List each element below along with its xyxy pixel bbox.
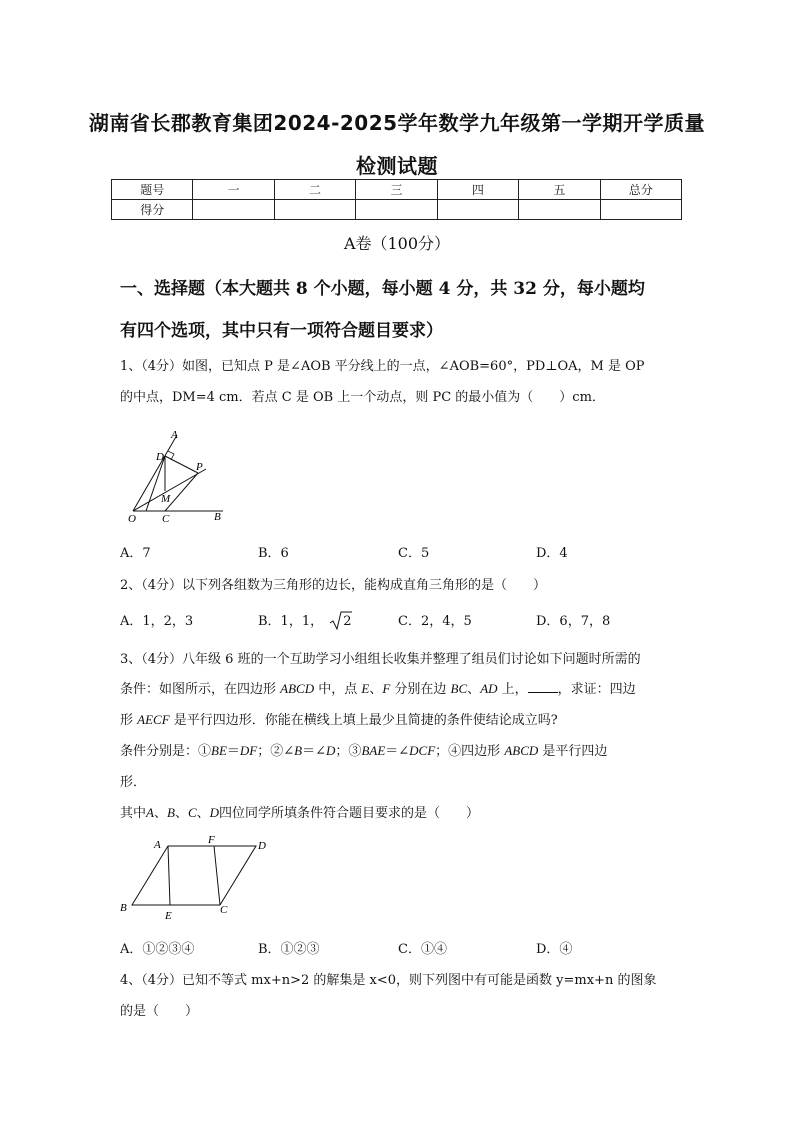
text-segment: 、 xyxy=(467,682,481,697)
segment-cp xyxy=(165,473,198,511)
text-segment: BAE xyxy=(361,743,386,758)
q2-option-d[interactable]: D．6，7，8 xyxy=(536,614,611,629)
score-table-score-row xyxy=(112,200,682,220)
label-b: B xyxy=(120,902,127,914)
label-c: C xyxy=(220,904,228,916)
q3-option-b[interactable]: B．①②③ xyxy=(258,942,320,957)
text-segment: F xyxy=(382,681,391,696)
text-segment: ＝∠ xyxy=(302,744,327,759)
text-segment: ；③ xyxy=(335,744,362,759)
paper-a-heading: A卷（100分） xyxy=(343,234,451,253)
score-table-header-row xyxy=(112,180,682,200)
score-cell: 得分 xyxy=(112,200,193,220)
score-cell: 四 xyxy=(437,180,518,200)
text-segment: ，求证：四边 xyxy=(557,682,636,697)
text-segment: ＝∠ xyxy=(385,744,410,759)
q3-option-c[interactable]: C．①④ xyxy=(398,942,447,957)
score-cell: 五 xyxy=(519,180,600,200)
radicand: 2 xyxy=(343,614,352,629)
q3-text-line6 xyxy=(120,802,479,821)
text-segment: A xyxy=(146,805,154,820)
text-segment: DF xyxy=(239,743,258,758)
score-entry xyxy=(519,200,600,220)
text-segment: AECF xyxy=(137,712,170,727)
text-segment: C xyxy=(187,805,197,820)
q1-option-c[interactable]: C．5 xyxy=(398,546,430,561)
text-segment: ABCD xyxy=(504,743,539,758)
q4-text-line1: 4、（4分）已知不等式 mx+n>2 的解集是 x<0，则下列图中有可能是函数 y=mx+n 的图象 xyxy=(120,973,657,988)
q2-text: 2、（4分）以下列各组数为三角形的边长，能构成直角三角形的是（ ） xyxy=(120,578,547,593)
q2-option-b-label: B．1，1， xyxy=(258,614,324,629)
text-segment: ＝ xyxy=(226,744,240,759)
score-cell: 总分 xyxy=(600,180,681,200)
q1-option-a[interactable]: A．7 xyxy=(120,546,151,561)
q1-text-line2: 的中点，DM=4 cm．若点 C 是 OB 上一个动点，则 PC 的最小值为（ ）cm． xyxy=(120,390,605,405)
label-e: E xyxy=(165,910,172,922)
text-segment: 是平行四边形．你能在横线上填上最少且简捷的条件使结论成立吗? xyxy=(169,713,558,728)
text-segment: 条件分别是：① xyxy=(120,744,212,759)
section1-heading-line2: 有四个选项，其中只有一项符合题目要求） xyxy=(120,321,443,341)
label-m: M xyxy=(161,493,171,505)
score-cell: 三 xyxy=(356,180,437,200)
q1-text-line1: 1、（4分）如图，已知点 P 是∠AOB 平分线上的一点，∠AOB=60°，PD⊥OA，M 是 OP xyxy=(120,359,645,374)
text-segment: 、 xyxy=(174,806,188,821)
q3-figure xyxy=(116,832,276,924)
fill-in-blank[interactable] xyxy=(528,680,558,693)
exam-title-line1: 湖南省长郡教育集团2024-2025学年数学九年级第一学期开学质量 xyxy=(88,111,706,135)
text-segment: 是平行四边 xyxy=(538,744,608,759)
label-o: O xyxy=(128,513,136,525)
ray-oa xyxy=(133,435,177,511)
text-segment: BC xyxy=(450,681,468,696)
segment-fc xyxy=(214,846,220,905)
q3-text-line1: 3、（4分）八年级 6 班的一个互助学习小组组长收集并整理了组员们讨论如下问题时所需的 xyxy=(120,652,641,667)
q3-option-d[interactable]: D．④ xyxy=(536,942,573,957)
text-segment: 条件：如图所示，在四边形 xyxy=(120,682,281,697)
section1-heading-line1: 一、选择题（本大题共 8 个小题，每小题 4 分，共 32 分，每小题均 xyxy=(120,279,645,299)
text-segment: D xyxy=(326,743,336,758)
score-entry xyxy=(274,200,355,220)
label-f: F xyxy=(208,834,215,846)
q2-option-c[interactable]: C．2，4，5 xyxy=(398,614,472,629)
text-segment: B xyxy=(294,743,303,758)
text-segment: 形 xyxy=(120,713,138,728)
q3-text-line5: 形． xyxy=(120,775,147,790)
q2-option-b[interactable] xyxy=(258,610,352,629)
segment-ae xyxy=(168,846,170,905)
score-cell: 一 xyxy=(193,180,274,200)
label-d: D xyxy=(156,451,164,463)
text-segment: ABCD xyxy=(280,681,315,696)
q3-text-line2 xyxy=(120,678,636,697)
text-segment: 、 xyxy=(369,682,383,697)
text-segment: 四位同学所填条件符合题目要求的是（ ） xyxy=(219,806,480,821)
text-segment: E xyxy=(361,681,370,696)
score-cell: 二 xyxy=(274,180,355,200)
text-segment: 中，点 xyxy=(314,682,362,697)
q1-figure xyxy=(118,425,238,527)
text-segment: DCF xyxy=(409,743,436,758)
score-entry xyxy=(600,200,681,220)
text-segment: BE xyxy=(211,743,227,758)
score-table xyxy=(111,179,682,220)
label-c: C xyxy=(162,513,170,525)
score-entry xyxy=(356,200,437,220)
score-cell: 题号 xyxy=(112,180,193,200)
text-segment: B xyxy=(166,805,175,820)
q4-text-line2: 的是（ ） xyxy=(120,1004,199,1019)
text-segment: 其中 xyxy=(120,806,147,821)
q3-text-line3 xyxy=(120,709,558,728)
score-entry xyxy=(193,200,274,220)
label-b: B xyxy=(214,511,221,523)
text-segment: 、 xyxy=(196,806,210,821)
score-entry xyxy=(437,200,518,220)
exam-title-line2: 检测试题 xyxy=(356,154,438,178)
text-segment: ；②∠ xyxy=(257,744,295,759)
text-segment: 、 xyxy=(153,806,167,821)
q1-option-b[interactable]: B．6 xyxy=(258,546,289,561)
label-p: P xyxy=(196,461,203,473)
label-a: A xyxy=(154,839,161,851)
label-a: A xyxy=(171,429,178,441)
parallelogram-abcd xyxy=(132,846,256,905)
sqrt-sign-icon xyxy=(329,610,353,630)
label-d: D xyxy=(258,840,266,852)
text-segment: 上， xyxy=(497,682,528,697)
text-segment: ；④四边形 xyxy=(435,744,505,759)
q3-option-a[interactable]: A．①②③④ xyxy=(120,942,195,957)
q2-option-a[interactable]: A．1，2，3 xyxy=(120,614,194,629)
text-segment: AD xyxy=(480,681,498,696)
text-segment: 分别在边 xyxy=(390,682,451,697)
segment-pd xyxy=(165,456,198,473)
text-segment: D xyxy=(209,805,220,820)
q1-option-d[interactable]: D．4 xyxy=(536,546,568,561)
sqrt-radical xyxy=(331,614,351,629)
q3-text-line4 xyxy=(120,740,607,759)
